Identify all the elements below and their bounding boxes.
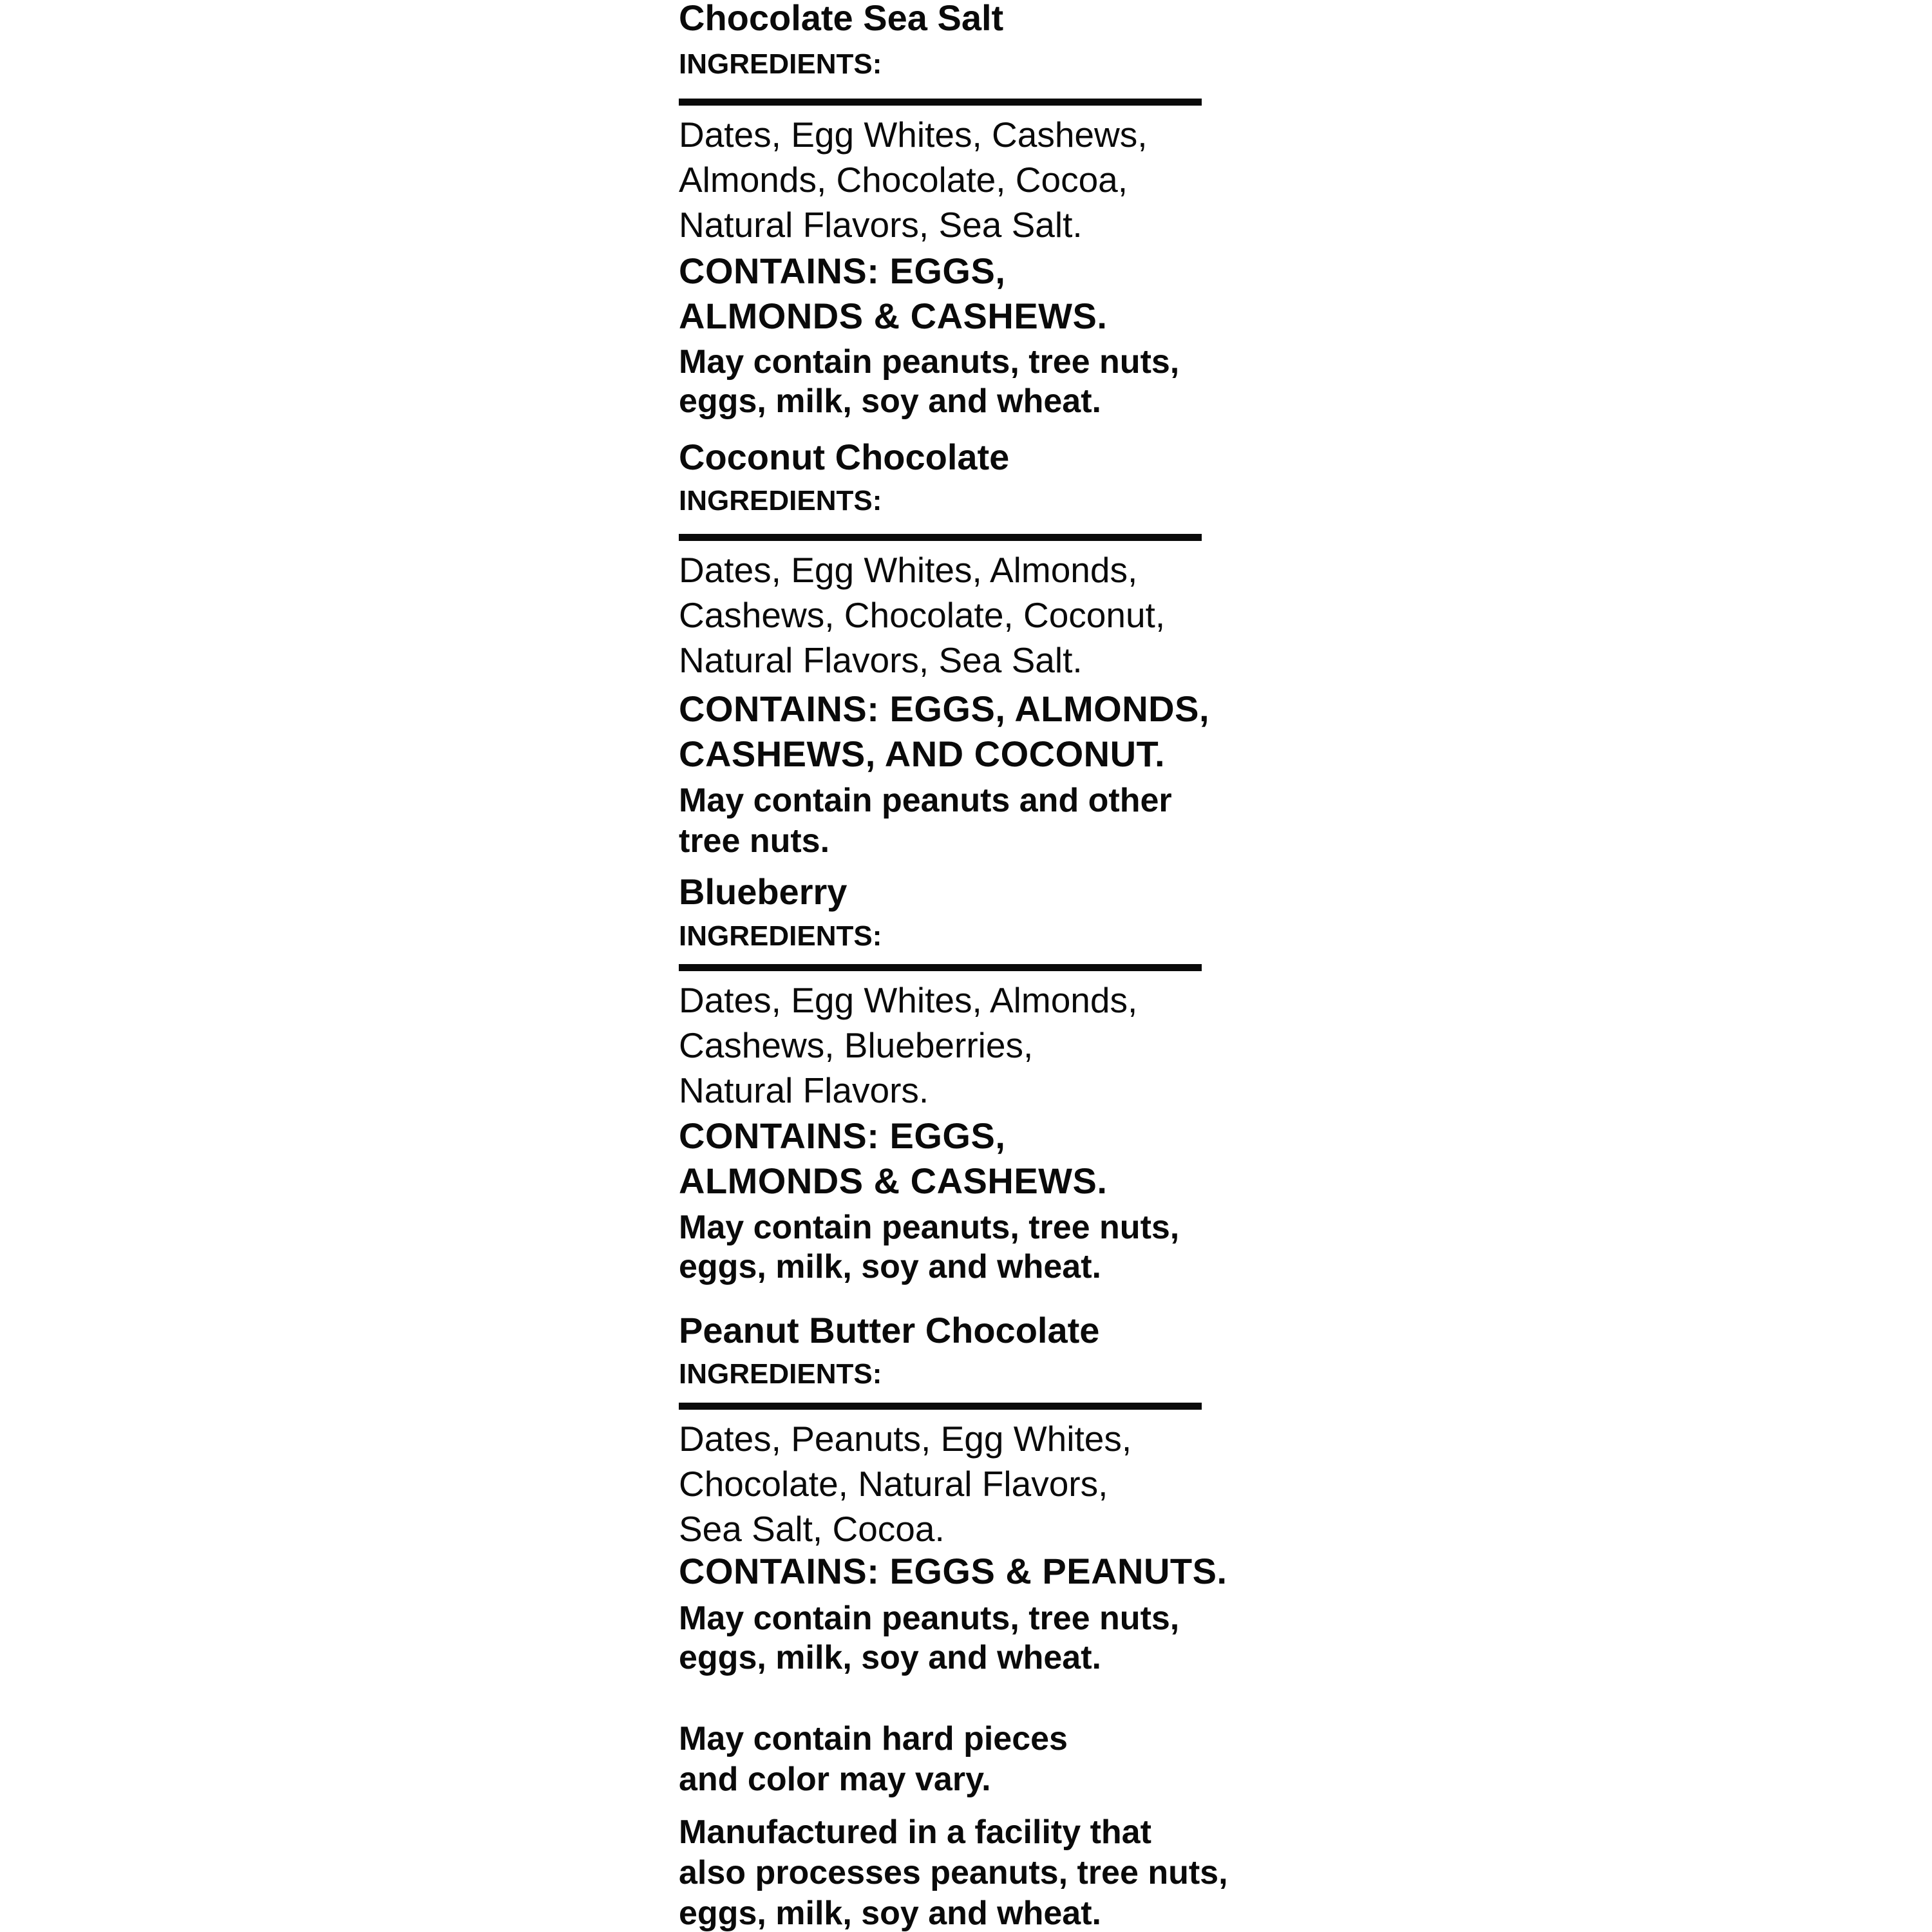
divider-rule [679,964,1202,971]
allergen-contains: ALMONDS & CASHEWS. [679,1160,1108,1201]
hard-pieces-note: May contain hard pieces [679,1720,1068,1757]
may-contain-note: May contain peanuts, tree nuts, [679,1600,1180,1637]
ingredients-label: INGREDIENTS: [679,485,882,516]
ingredients-line: Natural Flavors, Sea Salt. [679,640,1083,680]
section-title: Blueberry [679,871,848,912]
may-contain-note: May contain peanuts, tree nuts, [679,1209,1180,1246]
allergen-contains: CONTAINS: EGGS & PEANUTS. [679,1551,1227,1591]
may-contain-note: eggs, milk, soy and wheat. [679,1248,1101,1285]
ingredients-line: Natural Flavors, Sea Salt. [679,205,1083,245]
ingredients-label: INGREDIENTS: [679,48,882,80]
divider-rule [679,99,1202,106]
allergen-contains: CONTAINS: EGGS, ALMONDS, [679,688,1209,729]
ingredients-line: Dates, Egg Whites, Almonds, [679,550,1138,590]
ingredients-line: Natural Flavors. [679,1070,929,1110]
may-contain-note: May contain peanuts, tree nuts, [679,343,1180,381]
facility-note: eggs, milk, soy and wheat. [679,1895,1101,1932]
allergen-contains: CONTAINS: EGGS, [679,1115,1006,1156]
ingredients-line: Sea Salt, Cocoa. [679,1509,945,1549]
ingredients-line: Dates, Peanuts, Egg Whites, [679,1419,1132,1459]
ingredients-label: INGREDIENTS: [679,1358,882,1390]
ingredients-line: Dates, Egg Whites, Cashews, [679,115,1148,155]
ingredients-line: Chocolate, Natural Flavors, [679,1464,1108,1504]
ingredients-line: Cashews, Blueberries, [679,1025,1034,1065]
facility-note: also processes peanuts, tree nuts, [679,1854,1228,1891]
facility-note: Manufactured in a facility that [679,1814,1151,1851]
allergen-contains: CONTAINS: EGGS, [679,251,1006,291]
ingredients-line: Cashews, Chocolate, Coconut, [679,595,1166,635]
section-title: Chocolate Sea Salt [679,0,1004,38]
section-title: Peanut Butter Chocolate [679,1310,1100,1350]
may-contain-note: eggs, milk, soy and wheat. [679,383,1101,420]
allergen-contains: CASHEWS, AND COCONUT. [679,734,1166,774]
divider-rule [679,1403,1202,1410]
divider-rule [679,534,1202,541]
may-contain-note: May contain peanuts and other [679,782,1172,819]
hard-pieces-note: and color may vary. [679,1761,991,1798]
may-contain-note: eggs, milk, soy and wheat. [679,1639,1101,1676]
ingredients-line: Dates, Egg Whites, Almonds, [679,980,1138,1020]
allergen-contains: ALMONDS & CASHEWS. [679,296,1108,336]
ingredients-label: INGREDIENTS: [679,920,882,952]
may-contain-note: tree nuts. [679,822,830,860]
ingredients-line: Almonds, Chocolate, Cocoa, [679,160,1128,200]
section-title: Coconut Chocolate [679,437,1010,477]
